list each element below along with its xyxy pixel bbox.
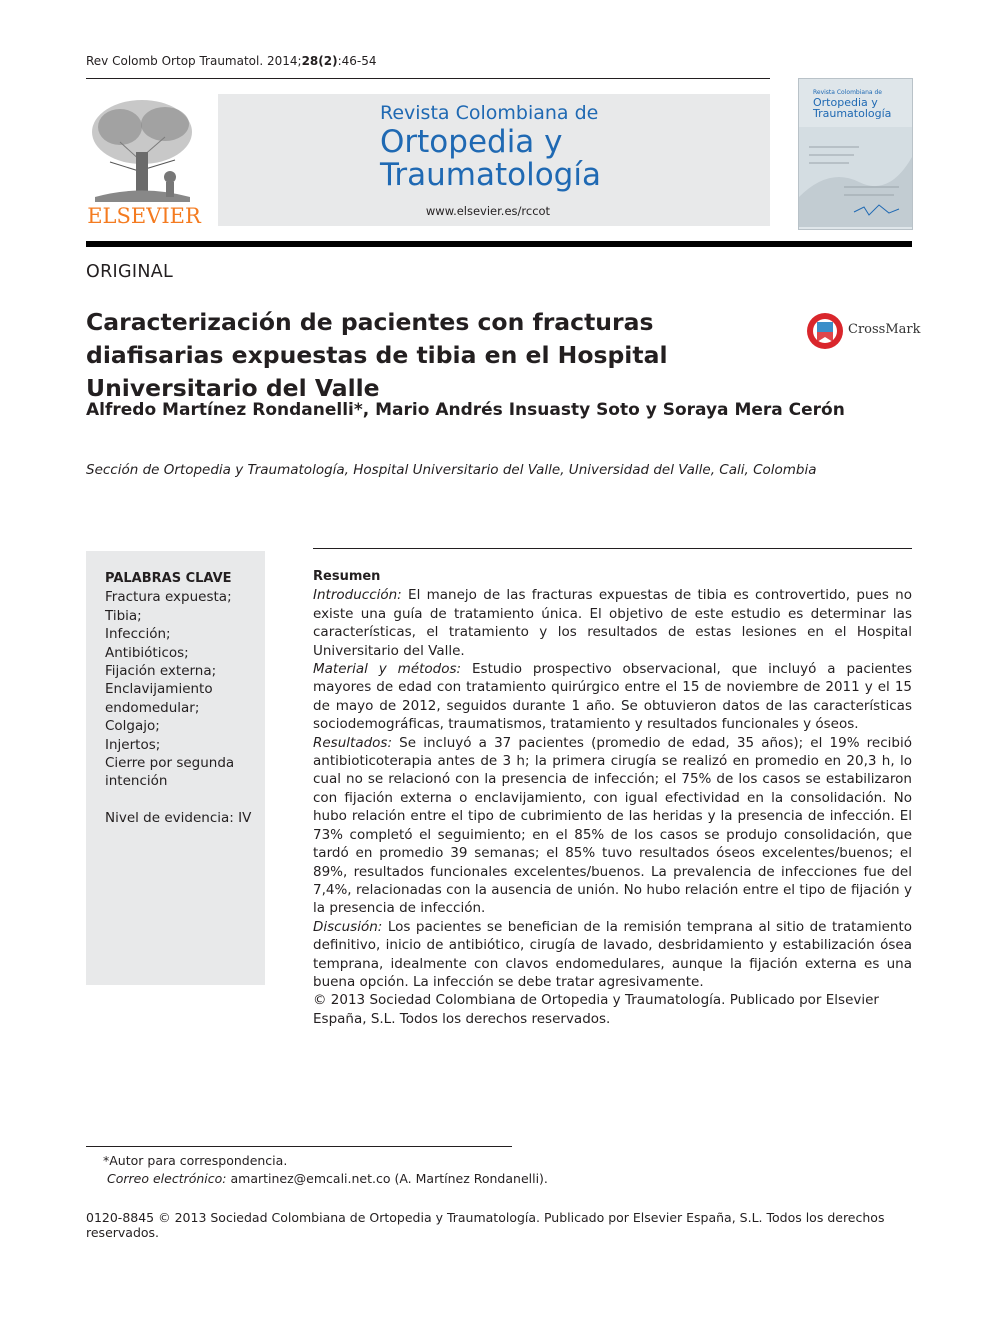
keyword-item: Tibia; xyxy=(105,607,142,624)
article-title: Caracterización de pacientes con fracturas diafisarias expuestas de tibia en el Hospital Universitario del Valle xyxy=(86,308,668,402)
crossmark-label[interactable]: CrossMark xyxy=(848,322,921,337)
footnotes xyxy=(103,1152,548,1188)
keywords-box xyxy=(86,551,265,985)
keywords-heading: PALABRAS CLAVE xyxy=(105,571,232,586)
journal-url[interactable]: www.elsevier.es/rccot xyxy=(425,204,551,218)
keyword-item: Colgajo; xyxy=(105,718,160,735)
abstract-rule xyxy=(313,548,912,549)
keyword-item: Infección; xyxy=(105,626,171,643)
keyword-item: Injertos; xyxy=(105,736,161,753)
header-rule xyxy=(86,78,770,79)
issn-copyright-line: 0120-8845 © 2013 Sociedad Colombiana de Ortopedia y Traumatología. Publicado por Elsevier España, S.L. Todos los derechos reservados. xyxy=(86,1210,885,1240)
author-list: Alfredo Martínez Rondanelli*, Mario Andrés Insuasty Soto y Soraya Mera Cerón xyxy=(86,400,845,420)
keyword-item: Cierre por segunda intención xyxy=(105,755,235,790)
abstract-introduction: Introducción: El manejo de las fracturas expuestas de tibia es controvertido, pues no existe una guía de tratamiento única. El objetivo de este estudio es determinar las características, el tratamiento y los resultados de estas lesiones en el Hospital Universitario del Valle. xyxy=(313,587,912,659)
email-note: Correo electrónico: amartinez@emcali.net.co (A. Martínez Rondanelli). xyxy=(107,1171,548,1186)
evidence-level: Nivel de evidencia: IV xyxy=(105,809,252,826)
journal-title-line3: Traumatología xyxy=(380,157,601,193)
corresponding-author-note: *Autor para correspondencia. xyxy=(103,1153,288,1168)
keyword-item: Antibióticos; xyxy=(105,644,189,661)
cover-title: Revista Colombiana de Ortopedia y Traumatología xyxy=(813,89,892,121)
abstract-heading: Resumen xyxy=(313,569,381,584)
keyword-item: Fijación externa; xyxy=(105,663,217,680)
abstract xyxy=(313,568,912,1028)
abstract-copyright: © 2013 Sociedad Colombiana de Ortopedia y Traumatología. Publicado por Elsevier España, S.L. Todos los derechos reservados. xyxy=(313,992,879,1027)
elsevier-logo-text: ELSEVIER xyxy=(87,204,201,228)
footnote-rule xyxy=(86,1146,512,1147)
abstract-results: Resultados: Se incluyó a 37 pacientes (promedio de edad, 35 años); el 19% recibió antibioticoterapia antes de 3 h; la primera cirugía se realizó en promedio en 20,3 h, lo cual no se relacionó con la presencia de infección; el 75% de los casos se estabilizaron con fijación externa o enclavijamiento, con igual efectividad en la consolidación. No hubo relación entre el tipo de cubrimiento de las heridas y la presencia de infección. El 73% completó el seguimiento; en el 85% de los casos se produjo consolidación, que tardó en promedio 39 semanas; el 85% tuvo resultados óseos excelentes/buenos; el 89%, resultados funcionales excelentes/buenos. La prevalencia de infecciones fue del 7,4%, relacionadas con la ausencia de unión. No hubo relación entre el tipo de fijación y la presencia de infección. xyxy=(313,734,912,917)
journal-title xyxy=(380,104,601,193)
cover-illustration-icon xyxy=(799,127,912,227)
header-divider xyxy=(86,241,912,247)
keyword-item: Fractura expuesta; xyxy=(105,589,232,606)
journal-citation: Rev Colomb Ortop Traumatol. 2014;28(2):46-54 xyxy=(86,54,377,68)
journal-cover-thumbnail xyxy=(798,78,913,230)
author-email[interactable]: amartinez@emcali.net.co (A. Martínez Rondanelli). xyxy=(226,1171,548,1186)
abstract-methods: Material y métodos: Estudio prospectivo observacional, que incluyó a pacientes mayores de edad con tratamiento quirúrgico entre el 15 de noviembre de 2011 y el 15 de mayo de 2012, seguidos durante 1 año. Se obtuvieron datos de las características sociodemográficas, traumatismos, tratamiento y resultados funcionales y óseos. xyxy=(313,661,912,733)
abstract-discussion: Discusión: Los pacientes se benefician de la remisión temprana al sitio de tratamiento definitivo, inicio de antibiótico, cirugía de lavado, desbridamiento y estabilización ósea temprana, idealmente con clavos endomedulares, aunque la fijación externa es una buena opción. La infección se debe tratar agresivamente. xyxy=(313,918,912,990)
article-type-label: ORIGINAL xyxy=(86,262,174,282)
keyword-item: Enclavijamiento endomedular; xyxy=(105,681,213,716)
affiliation: Sección de Ortopedia y Traumatología, Hospital Universitario del Valle, Universidad del Valle, Cali, Colombia xyxy=(86,462,817,478)
journal-title-line1: Revista Colombiana de xyxy=(380,102,599,124)
journal-title-line2: Ortopedia y xyxy=(380,124,563,160)
